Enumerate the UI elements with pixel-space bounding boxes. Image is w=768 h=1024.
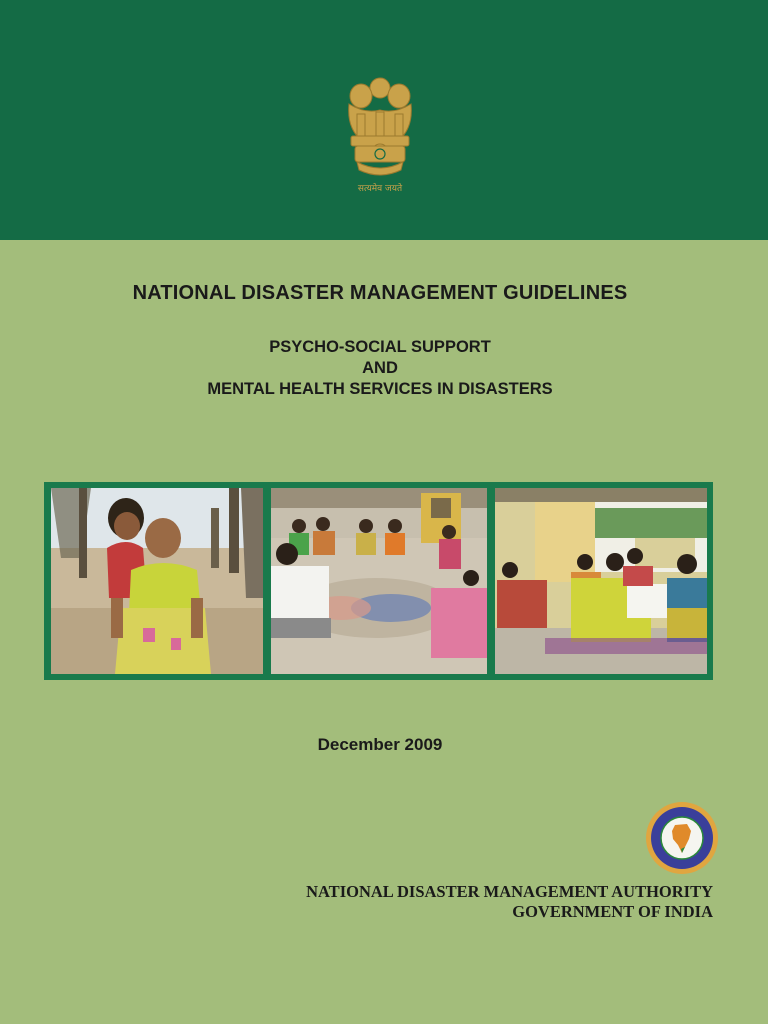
publisher-block	[306, 882, 713, 922]
subtitle-line-2: AND	[362, 359, 398, 377]
document-title: NATIONAL DISASTER MANAGEMENT GUIDELINES	[132, 282, 628, 304]
state-emblem-icon	[335, 74, 425, 184]
subtitle-line-1: PSYCHO-SOCIAL SUPPORT	[269, 338, 491, 356]
ndma-seal-icon	[645, 801, 719, 875]
publisher-line-2: GOVERNMENT OF INDIA	[512, 902, 713, 921]
photo-strip	[44, 482, 713, 680]
community-meeting-hall-photo	[271, 488, 487, 674]
children-on-beach-photo	[51, 488, 263, 674]
publication-date: December 2009	[317, 735, 443, 754]
publisher-line-1: NATIONAL DISASTER MANAGEMENT AUTHORITY	[306, 882, 713, 901]
women-reading-booklet-photo	[495, 488, 707, 674]
document-subtitle	[0, 337, 760, 400]
subtitle-line-3: MENTAL HEALTH SERVICES IN DISASTERS	[207, 380, 553, 398]
header-band	[0, 0, 768, 240]
motto-text: सत्यमेव जयते	[357, 184, 403, 194]
